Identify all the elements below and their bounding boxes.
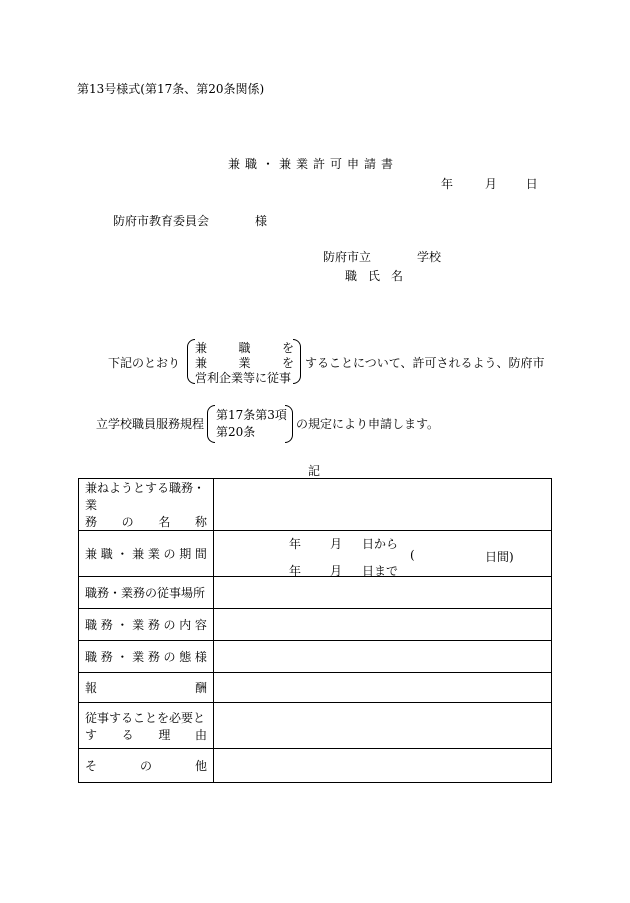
label-pay (79, 673, 214, 703)
period-from-year: 年 (289, 536, 302, 551)
label-content-text: 職 務 ・ 業 務 の 内 容 (85, 618, 207, 632)
applicant-name-label: 職氏名 (345, 269, 415, 283)
addressee-honorific: 様 (255, 214, 268, 228)
option-kengyo-text: 兼 業 を (195, 356, 294, 370)
table-row-mode (79, 641, 552, 673)
label-other (79, 749, 214, 783)
date-day: 日 (525, 177, 538, 191)
value-other[interactable] (214, 749, 552, 783)
application-table (78, 478, 552, 783)
ki-heading: 記 (308, 464, 321, 478)
label-reason-line1: 従事することを必要と (85, 710, 206, 725)
paragraph-line1-tail: することについて、許可されるよう、防府市 (305, 356, 545, 370)
period-days-close: 日間) (485, 549, 514, 564)
date-month: 月 (484, 177, 497, 191)
articles-bracket-right (285, 405, 293, 443)
value-content[interactable] (214, 609, 552, 641)
label-mode (79, 641, 214, 673)
options-bracket-right (293, 339, 301, 384)
value-pay[interactable] (214, 673, 552, 703)
label-reason (79, 703, 214, 749)
table-row-job-name (79, 479, 552, 531)
label-period (79, 531, 214, 577)
period-to-year: 年 (289, 563, 302, 578)
school-prefix: 防府市立 (323, 250, 372, 264)
option-kenshoku-text: 兼 職 を (195, 341, 294, 355)
label-period-text: 兼 職 ・ 兼 業 の 期 間 (85, 547, 207, 561)
value-reason[interactable] (214, 703, 552, 749)
label-job-name-line2: 務 の 名 称 (85, 515, 207, 529)
article-20: 第20条 (216, 425, 256, 439)
table-row-content (79, 609, 552, 641)
period-days-open: ( (410, 547, 415, 562)
value-job-name[interactable] (214, 479, 552, 531)
form-number: 第13号様式(第17条、第20条関係) (77, 82, 265, 96)
table-row-reason (79, 703, 552, 749)
value-place[interactable] (214, 577, 552, 609)
label-content (79, 609, 214, 641)
intro-text: 下記のとおり (108, 356, 181, 370)
date-year: 年 (441, 177, 454, 191)
addressee-name: 防府市教育委員会 (113, 214, 210, 228)
table-row-place (79, 577, 552, 609)
paragraph-line2-head: 立学校職員服務規程 (96, 417, 205, 431)
table-row-period (79, 531, 552, 577)
label-mode-text: 職 務 ・ 業 務 の 態 様 (85, 650, 207, 664)
label-place: 職務・業務の従事場所 (79, 577, 214, 609)
paragraph-line2-tail: の規定により申請します。 (296, 417, 440, 431)
articles-bracket-left (207, 405, 215, 443)
period-to-month: 月 (330, 563, 343, 578)
value-mode[interactable] (214, 641, 552, 673)
value-period[interactable] (214, 531, 552, 577)
school-name (323, 248, 442, 265)
school-suffix: 学校 (417, 250, 442, 264)
article-17-3: 第17条第3項 (216, 408, 287, 422)
label-reason-line2: す る 理 由 (85, 727, 207, 742)
label-job-name (79, 479, 214, 531)
options-bracket-left (187, 339, 195, 384)
period-from-suffix: 日から (362, 536, 399, 551)
option-eiri: 営利企業等に従事 (195, 371, 292, 385)
table-row-pay (79, 673, 552, 703)
label-job-name-line1: 兼ねようとする職務・業 (85, 481, 206, 512)
application-date (441, 175, 538, 192)
addressee (113, 212, 268, 229)
period-to-suffix: 日まで (362, 563, 399, 578)
period-from-month: 月 (330, 536, 343, 551)
label-other-text: そ の 他 (85, 759, 207, 773)
table-row-other (79, 749, 552, 783)
label-pay-text: 報 酬 (85, 681, 207, 695)
document-title: 兼職・兼業許可申請書 (228, 157, 399, 171)
